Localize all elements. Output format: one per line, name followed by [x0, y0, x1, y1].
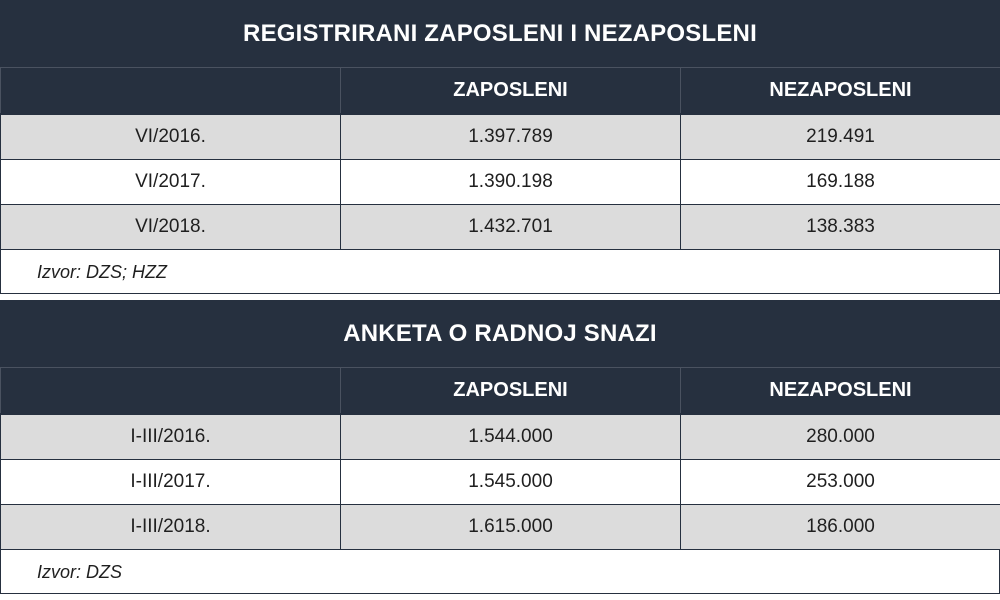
cell-period: I-III/2017. — [1, 460, 341, 505]
cell-employed: 1.544.000 — [341, 414, 681, 460]
table-registered — [0, 68, 1000, 250]
section-registered — [0, 0, 1000, 294]
cell-unemployed: 169.188 — [681, 160, 1000, 205]
section-title-registered: REGISTRIRANI ZAPOSLENI I NEZAPOSLENI — [0, 0, 1000, 68]
cell-employed: 1.390.198 — [341, 160, 681, 205]
column-header-employed: ZAPOSLENI — [341, 368, 681, 414]
table-row — [1, 460, 1000, 505]
table-row — [1, 160, 1000, 205]
table-header-row — [1, 68, 1000, 114]
source-note-registered: Izvor: DZS; HZZ — [0, 250, 1000, 294]
table-row — [1, 114, 1000, 160]
cell-unemployed: 186.000 — [681, 505, 1000, 550]
column-header-period — [1, 68, 341, 114]
cell-period: VI/2017. — [1, 160, 341, 205]
table-row — [1, 505, 1000, 550]
cell-unemployed: 253.000 — [681, 460, 1000, 505]
cell-employed: 1.545.000 — [341, 460, 681, 505]
section-labour-survey — [0, 300, 1000, 594]
cell-employed: 1.432.701 — [341, 205, 681, 250]
cell-unemployed: 280.000 — [681, 414, 1000, 460]
table-header-row — [1, 368, 1000, 414]
table-row — [1, 205, 1000, 250]
cell-period: I-III/2018. — [1, 505, 341, 550]
source-note-labour-survey: Izvor: DZS — [0, 550, 1000, 594]
cell-period: VI/2018. — [1, 205, 341, 250]
cell-period: I-III/2016. — [1, 414, 341, 460]
column-header-employed: ZAPOSLENI — [341, 68, 681, 114]
cell-unemployed: 219.491 — [681, 114, 1000, 160]
cell-employed: 1.615.000 — [341, 505, 681, 550]
column-header-period — [1, 368, 341, 414]
section-title-labour-survey: ANKETA O RADNOJ SNAZI — [0, 300, 1000, 368]
table-row — [1, 414, 1000, 460]
cell-employed: 1.397.789 — [341, 114, 681, 160]
table-labour-survey — [0, 368, 1000, 550]
cell-unemployed: 138.383 — [681, 205, 1000, 250]
column-header-unemployed: NEZAPOSLENI — [681, 368, 1000, 414]
column-header-unemployed: NEZAPOSLENI — [681, 68, 1000, 114]
cell-period: VI/2016. — [1, 114, 341, 160]
